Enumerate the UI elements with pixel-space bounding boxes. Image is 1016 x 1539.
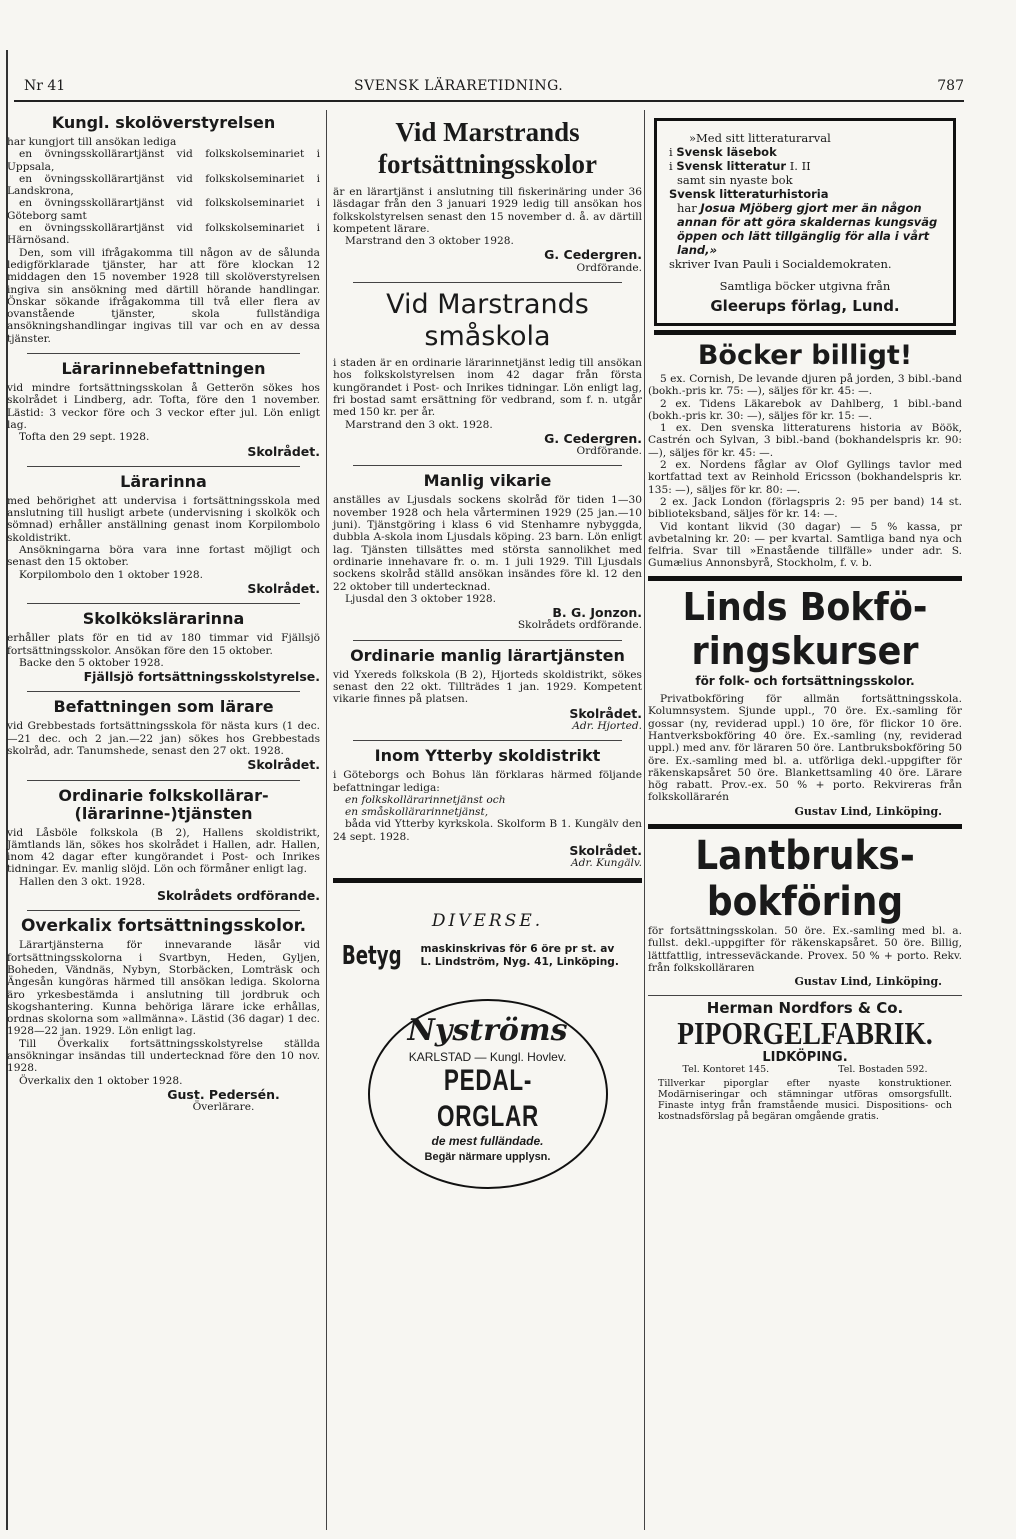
notice-text: en övningsskollärartjänst vid folkskolseminariet i Landskrona,	[7, 172, 320, 198]
phone-home: Tel. Bostaden 592.	[838, 1064, 928, 1076]
betyg-ad	[337, 940, 638, 971]
separator	[27, 353, 300, 354]
piporgel-ad	[648, 998, 962, 1123]
notice-title: Manlig vikarie	[423, 471, 552, 491]
books-item: 2 ex. Tidens Läkarebok av Dahlberg, 1 bibl.-band (bokh.-pris kr. 30: —), säljes för kr. 15: —.	[648, 397, 962, 422]
books-item: 2 ex. Nordens fåglar av Olof Gyllings tavlor med kortfattad text av Reinhold Ericsson (bokhandelspris kr. 135: —), säljes för kr. 80: —.	[648, 459, 962, 496]
page-header	[14, 78, 964, 98]
separator	[353, 465, 622, 466]
lantbruks-title: Lantbruks-	[695, 833, 915, 880]
notice-marstrand-fortsattning	[333, 116, 642, 274]
notice-text: vid Yxereds folkskola (B 2), Hjorteds skoldistrikt, sökes senast den 22 okt. Tillträdes 1 jan. 1929. Kompetent vikarie finnes på platsen.	[333, 668, 642, 706]
notice-title: Vid Marstrands fortsättningsskolor	[377, 117, 597, 179]
notice-skoloverstyrelsen	[7, 114, 320, 345]
notice-signature: Skolrådet.	[247, 580, 320, 596]
issue-number: Nr 41	[24, 78, 66, 94]
separator	[353, 282, 622, 283]
lantbruks-title: bokföring	[706, 879, 904, 926]
notice-text: vid Låsböle folkskola (B 2), Hallens skoldistrikt, Jämtlands län, sökes hos skolrådet i Hallen, adr. Hallen, inom 42 dagar efter kungörandet i Post- och Inrikes tidningar. Ev. manlig slöjd. Lön och förmåner enligt lag.	[7, 826, 320, 876]
notice-signature-role: Ordförande.	[576, 261, 642, 274]
separator	[648, 995, 962, 996]
notice-text: Lärartjänsterna för innevarande läsår vid fortsättningsskolorna i Svartbyn, Heden, Gyljen, Boheden, Vändnäs, Nybyn, Storbäcken, Lomträsk och Ängesån kungöras härmed till ansökan lediga. Skolorna äro yrkesbestämda i anslutning till jordbruk och skogshantering. Kunna behöriga lärare icke erhållas, ordnas skolorna som »allmänna». Lästid (36 dagar) 1 dec. 1928—22 jan. 1929. Lön enligt lag.	[7, 939, 320, 1038]
ad-text: i Svensk litteratur I. II	[669, 159, 811, 173]
phone-office: Tel. Kontoret 145.	[682, 1064, 770, 1076]
organ-cta: Begär närmare upplysn.	[424, 1151, 551, 1164]
column-3	[648, 112, 962, 1124]
notice-title: Skolkökslärarinna	[82, 609, 245, 629]
notice-text: har kungjort till ansökan lediga	[7, 136, 177, 148]
linds-subtitle: för folk- och fortsättningsskolor.	[695, 673, 915, 688]
linds-signature: Gustav Lind, Linköping.	[794, 804, 942, 818]
notice-date: Backe den 5 oktober 1928.	[19, 656, 164, 669]
notice-text: båda vid Ytterby kyrkskola. Skolform B 1. Kungälv den 24 sept. 1928.	[333, 818, 642, 843]
notice-text: vid Grebbestads fortsättningsskola för nästa kurs (1 dec.—21 dec. och 2 jan.—22 jan) sökes hos Grebbestads skolråd, adr. Tanumshede, senast den 27 okt. 1928.	[7, 720, 320, 757]
notice-skolkokslararinna	[7, 610, 320, 683]
notice-title: Befattningen som lärare	[53, 697, 274, 717]
linds-text: Privatbokföring för allmän fortsättningsskola. Kolumnsystem. Sjunde uppl., 70 öre. Ex.-samling för gossar (ny, reviderad uppl.) 10 öre, för flickor 10 öre. Hantverksbokföring 40 öre. Ex.-samling (ny, reviderad uppl.) med anv. för läraren 50 öre. Lantbruksbokföring 50 öre. Ex.-samling med bl. a. utförliga dekl.-uppgifter för räkenskapsåret 50 öre. Blankettsamling 40 öre. Lärare hög rabatt. Prov.-ex. 50 % + porto. Rekvireras från folkskollärarén	[648, 693, 962, 804]
notice-text: vid mindre fortsättningsskolan å Getterön sökes hos skolrådet i Lindberg, adr. Tofta, före den 1 november. Lästid: 3 veckor före och 3 veckor efter jul. Lön enligt lag.	[7, 382, 320, 431]
organ-product: PEDAL-ORGLAR	[436, 1064, 539, 1134]
notice-signature-role: Ordförande.	[576, 445, 642, 458]
separator	[353, 740, 622, 741]
page-number: 787	[937, 78, 964, 94]
notice-text: i staden är en ordinarie lärarinnetjänst ledig till ansökan hos folkskolstyrelsen inom 42 dagar från första kungörandet i Post- och Inrikes tidningar. Lön enligt lag, fri bostad samt ersättning för vedbrand, som f. n. utgår med 150 kr. per år.	[333, 357, 642, 419]
organ-city: KARLSTAD — Kungl. Hovlev.	[408, 1049, 567, 1064]
notice-date: Ljusdal den 3 oktober 1928.	[345, 592, 497, 605]
notice-signature: Skolrådet.	[247, 443, 320, 459]
organ-ad	[368, 999, 608, 1189]
linds-ad	[648, 585, 962, 818]
piporgel-city: LIDKÖPING.	[762, 1049, 848, 1065]
books-item: 1 ex. Den svenska litteraturens historia av Böök, Castrén och Sylvan, 3 bibl.-band (bokhandelspris kr. 90: —), säljes för kr. 45: —.	[648, 422, 962, 459]
ad-text: Samtliga böcker utgivna från	[719, 279, 891, 293]
notice-lararinnebefattningen	[7, 360, 320, 458]
notice-marstrand-smaskola	[333, 289, 642, 457]
lantbruks-text: för fortsättningsskolan. 50 öre. Ex.-samling med bl. a. fullst. dekl.-uppgifter för räkenskapsåret. 50 öre. Billig, lättfattlig, intresseväckande. Provex. 50 % + porto. Rekv. från folkskolläraren	[648, 925, 962, 974]
notice-signature: Skolrådet.	[247, 757, 320, 773]
notice-signature: G. Cedergren.	[544, 247, 642, 263]
notice-ordinarie-manlig	[333, 647, 642, 732]
journal-title: SVENSK LÄRARETIDNING.	[354, 78, 564, 94]
notice-signature: Fjällsjö fortsättningsskolstyrelse.	[83, 669, 320, 685]
notice-date: Överkalix den 1 oktober 1928.	[19, 1074, 183, 1087]
notice-signature: B. G. Jonzon.	[552, 605, 642, 621]
notice-text: Ansökningarna böra vara inne fortast möjligt och senast den 15 oktober.	[7, 544, 320, 569]
notice-text: en småskollärarinnetjänst,	[345, 806, 489, 819]
piporgel-text: Tillverkar piporglar efter nyaste konstruktioner. Modärniseringar och stämningar utföras omsorgsfullt. Finaste intyg från framstående musici. Dispositions- och kostnadsförslag på begäran omgående gratis.	[658, 1078, 952, 1123]
notice-befattningen	[7, 698, 320, 771]
gleerups-ad	[654, 118, 956, 326]
notice-title: Kungl. skolöverstyrelsen	[51, 113, 276, 132]
thick-rule	[333, 878, 642, 883]
notice-date: Marstrand den 3 okt. 1928.	[345, 418, 493, 431]
lantbruks-ad	[648, 833, 962, 988]
notice-lararinna	[7, 473, 320, 595]
notice-signature: Skolrådet.	[569, 705, 642, 721]
books-item: Vid kontant likvid (30 dagar) — 5 % kassa, pr avbetalning kr. 20: — per kvartal. Samtliga band nya och felfria. Svar till »Enastående tillfälle» under adr. S. Gumælius Annonsbyrå, Stockholm, f. v. b.	[648, 520, 962, 570]
ad-text: maskinskrivas för 6 öre pr st. av	[420, 942, 615, 955]
lantbruks-signature: Gustav Lind, Linköping.	[794, 975, 942, 989]
separator	[353, 640, 622, 641]
ad-text: L. Lindström, Nyg. 41, Linköping.	[420, 955, 619, 968]
separator	[27, 780, 300, 781]
notice-text: en övningsskollärartjänst vid folkskolseminariet i Uppsala,	[7, 148, 320, 173]
piporgel-firm: Herman Nordfors & Co.	[706, 998, 904, 1017]
notice-title: Vid Marstrands småskola	[386, 289, 589, 353]
notice-text: en övningsskollärartjänst vid folkskolseminariet i Härnösand.	[7, 222, 320, 247]
thick-rule	[648, 824, 962, 829]
notice-signature-role: Skolrådets ordförande.	[517, 619, 642, 632]
linds-title: Linds Bokfö-	[682, 584, 928, 629]
separator	[27, 603, 300, 604]
notice-ytterby	[333, 747, 642, 869]
notice-title: Lärarinnebefattningen	[61, 359, 266, 379]
notice-text: en övningsskollärartjänst vid folkskolseminariet i Göteborg samt	[7, 197, 320, 222]
notice-title: Lärarinna	[120, 471, 207, 491]
notice-date: Korpilombolo den 1 oktober 1928.	[19, 568, 203, 581]
notice-title: Ordinarie folkskollärar- (lärarinne-)tjänsten	[58, 785, 269, 823]
notice-title: Inom Ytterby skoldistrikt	[374, 746, 601, 766]
notice-signature: Skolrådets ordförande.	[156, 888, 320, 904]
piporgel-title: PIPORGELFABRIK.	[677, 1014, 933, 1051]
notice-title: Ordinarie manlig lärartjänsten	[350, 645, 625, 665]
ad-title: Betyg	[341, 940, 402, 971]
notice-signature: Skolrådet.	[569, 842, 642, 858]
ad-text: har Josua Mjöberg gjort mer än någon annan för att göra skaldernas kungsväg öppen och lätt tillgänglig för alla i vårt land,»	[677, 201, 938, 257]
notice-text: i Göteborgs och Bohus län förklaras härmed följande befattningar lediga:	[333, 769, 642, 794]
separator	[27, 910, 300, 911]
ad-text: samt sin nyaste bok	[677, 173, 793, 187]
separator	[27, 466, 300, 467]
notice-signature-role: Adr. Kungälv.	[571, 857, 642, 870]
notice-text: erhåller plats för en tid av 180 timmar vid Fjällsjö fortsättningsskolor. Ansökan före den 15 oktober.	[7, 632, 320, 657]
linds-title: ringskurser	[691, 628, 919, 673]
column-2	[333, 112, 642, 1189]
ad-text: i Svensk läsebok	[669, 145, 777, 159]
organ-brand: Nyströms	[407, 1012, 568, 1048]
ad-text: »Med sitt litteraturarval	[689, 131, 831, 145]
books-title: Böcker billigt!	[697, 340, 913, 371]
notice-date: Hallen den 3 okt. 1928.	[19, 875, 146, 888]
column-divider	[644, 110, 645, 1530]
notice-text: en folkskollärarinnetjänst och	[345, 793, 506, 806]
books-ad	[648, 339, 962, 570]
header-rule	[14, 100, 964, 102]
section-heading: DIVERSE.	[431, 910, 544, 931]
notice-text: Den, som vill ifrågakomma till någon av de sålunda ledigförklarade tjänster, har att före klockan 12 middagen den 15 november 1928 till skolöverstyrelsen ingiva sin ansökning med därtill hörande handlingar. Önskar sökande ifrågakomma till två eller flera av ovanstående tjänster, skola fullständiga ansökningshandlingar ingivas till var och en av dessa tjänster.	[7, 246, 320, 345]
ad-text: skriver Ivan Pauli i Socialdemokraten.	[669, 257, 892, 271]
ad-text: Svensk litteraturhistoria	[669, 187, 829, 201]
piporgel-phones	[648, 1064, 962, 1076]
thick-rule	[648, 576, 962, 581]
ad-publisher: Gleerups förlag, Lund.	[710, 297, 900, 315]
notice-manlig-vikarie	[333, 472, 642, 631]
thick-rule	[654, 330, 956, 335]
separator	[27, 691, 300, 692]
column-1	[7, 112, 320, 1114]
notice-date: Tofta den 29 sept. 1928.	[19, 431, 150, 444]
column-divider	[326, 110, 327, 1530]
notice-ordinarie-folkskollarar	[7, 787, 320, 903]
notice-signature: G. Cedergren.	[544, 430, 642, 446]
notice-signature-role: Adr. Hjorted.	[572, 719, 642, 732]
books-item: 2 ex. Jack London (förlagspris 2: 95 per band) 14 st. biblioteksband, säljes för kr. 14: —.	[648, 495, 962, 521]
notice-signature: Gust. Pedersén.	[167, 1086, 280, 1102]
books-item: 5 ex. Cornish, De levande djuren på jorden, 3 bibl.-band (bokh.-pris kr. 75: —), säljes för kr. 45: —.	[648, 373, 962, 398]
notice-text: anställes av Ljusdals sockens skolråd för tiden 1—30 november 1928 och hela vårterminen 1929 (25 jan.—10 juni). Tjänstgöring i klass 6 vid Stenhamre nybyggda, dubbla A-skola inom Ljusdals köping. 23 barn. Lön enligt lag. Tjänsten tillsättes med största sannolikhet med ordinarie innehavare fr. o. m. 1 juli 1929. Till Ljusdals sockens skolråd ställd ansökan insändes före kl. 12 den 22 oktober till undertecknad.	[333, 494, 642, 593]
notice-date: Marstrand den 3 oktober 1928.	[345, 235, 514, 248]
notice-text: är en lärartjänst i anslutning till fiskerinäring under 36 läsdagar från den 3 januari 1929 ledig till ansökan hos folkskolstyrelsen senast den 15 november d. å. av därtill kompetent lärare.	[333, 186, 642, 235]
notice-text: Till Överkalix fortsättningsskolstyrelse ställda ansökningar insändas till undertecknad före den 10 nov. 1928.	[7, 1037, 320, 1075]
notice-title: Overkalix fortsättningsskolor.	[20, 916, 307, 937]
organ-tagline: de mest fulländade.	[431, 1134, 544, 1149]
notice-signature-role: Överlärare.	[192, 1101, 255, 1114]
notice-text: med behörighet att undervisa i fortsättningsskola med anslutning till husligt arbete (undervisning i skolkök och sömnad) erhåller anställning genast inom Korpilombolo skoldistrikt.	[7, 494, 320, 544]
notice-overkalix	[7, 917, 320, 1113]
